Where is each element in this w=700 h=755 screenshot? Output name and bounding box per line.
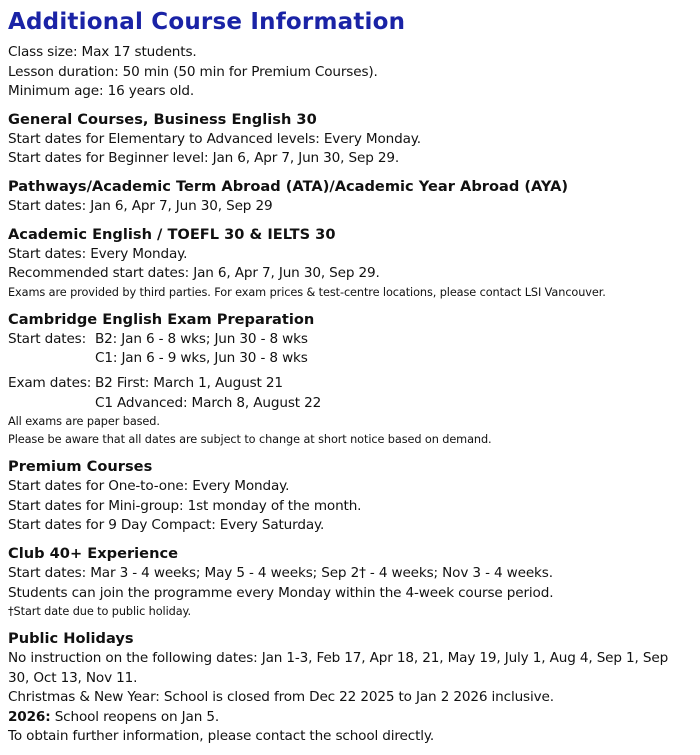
cambridge-exam-dates (8, 374, 692, 413)
start-dates-label: Start dates: (8, 330, 87, 347)
premium-line: Start dates for 9 Day Compact: Every Saturday. (8, 517, 325, 534)
general-courses-section (8, 110, 692, 169)
general-line: Start dates for Elementary to Advanced levels: Every Monday. (8, 130, 421, 147)
premium-heading: Premium Courses (8, 458, 153, 476)
academic-english-heading: Academic English / TOEFL 30 & IELTS 30 (8, 225, 336, 243)
cambridge-note: Please be aware that all dates are subject to change at short notice based on demand. (8, 433, 492, 447)
cambridge-section (8, 310, 692, 449)
public-holidays-heading: Public Holidays (8, 630, 134, 648)
class-size-text: Class size: Max 17 students. (8, 44, 197, 60)
exam-date-row: C1 Advanced: March 8, August 22 (95, 394, 322, 411)
cambridge-start-dates (8, 330, 692, 369)
holidays-line: No instruction on the following dates: Jan 1-3, Feb 17, Apr 18, 21, May 19, July 1, Aug 4, Sep 1, Sep (8, 650, 669, 667)
public-holidays-section (8, 629, 692, 747)
academic-note: Exams are provided by third parties. For exam prices & test-centre locations, please contact LSI Vancouver. (8, 285, 606, 299)
start-date-row: C1: Jan 6 - 9 wks, Jun 30 - 8 wks (95, 350, 308, 367)
premium-line: Start dates for One-to-one: Every Monday. (8, 478, 290, 495)
general-line: Start dates for Beginner level: Jan 6, Apr 7, Jun 30, Sep 29. (8, 150, 400, 167)
club-line: Start dates: Mar 3 - 4 weeks; May 5 - 4 weeks; Sep 2† - 4 weeks; Nov 3 - 4 weeks. (8, 564, 553, 581)
pathways-line: Start dates: Jan 6, Apr 7, Jun 30, Sep 29 (8, 197, 273, 214)
reopen-year-label: 2026: (8, 708, 51, 725)
lesson-duration-text: Lesson duration: 50 min (50 min for Premium Courses). (8, 63, 378, 80)
club-section (8, 544, 692, 621)
minimum-age-text: Minimum age: 16 years old. (8, 83, 195, 100)
academic-line: Start dates: Every Monday. (8, 245, 188, 262)
club-line: Students can join the programme every Monday within the 4-week course period. (8, 584, 554, 601)
academic-line: Recommended start dates: Jan 6, Apr 7, Jun 30, Sep 29. (8, 265, 380, 282)
pathways-section (8, 177, 692, 217)
club-heading: Club 40+ Experience (8, 544, 179, 562)
cambridge-note: All exams are paper based. (8, 415, 160, 429)
exam-date-row: B2 First: March 1, August 21 (95, 374, 283, 391)
general-courses-heading: General Courses, Business English 30 (8, 110, 317, 128)
contact-text: To obtain further information, please contact the school directly. (8, 728, 435, 745)
start-date-row: B2: Jan 6 - 8 wks; Jun 30 - 8 wks (95, 330, 308, 347)
exam-dates-label: Exam dates: (8, 374, 92, 391)
pathways-heading: Pathways/Academic Term Abroad (ATA)/Academic Year Abroad (AYA) (8, 177, 569, 195)
club-note: †Start date due to public holiday. (8, 605, 191, 619)
page-title: Additional Course Information (8, 9, 406, 35)
holidays-line: 30, Oct 13, Nov 11. (8, 669, 138, 686)
academic-english-section (8, 225, 692, 302)
christmas-closure-text: Christmas & New Year: School is closed from Dec 22 2025 to Jan 2 2026 inclusive. (8, 689, 554, 706)
premium-line: Start dates for Mini-group: 1st monday of the month. (8, 497, 362, 514)
reopen-date-text: School reopens on Jan 5. (50, 708, 220, 725)
premium-section (8, 457, 692, 536)
intro-section (8, 43, 692, 102)
cambridge-heading: Cambridge English Exam Preparation (8, 310, 315, 328)
reopen-text (8, 708, 692, 728)
